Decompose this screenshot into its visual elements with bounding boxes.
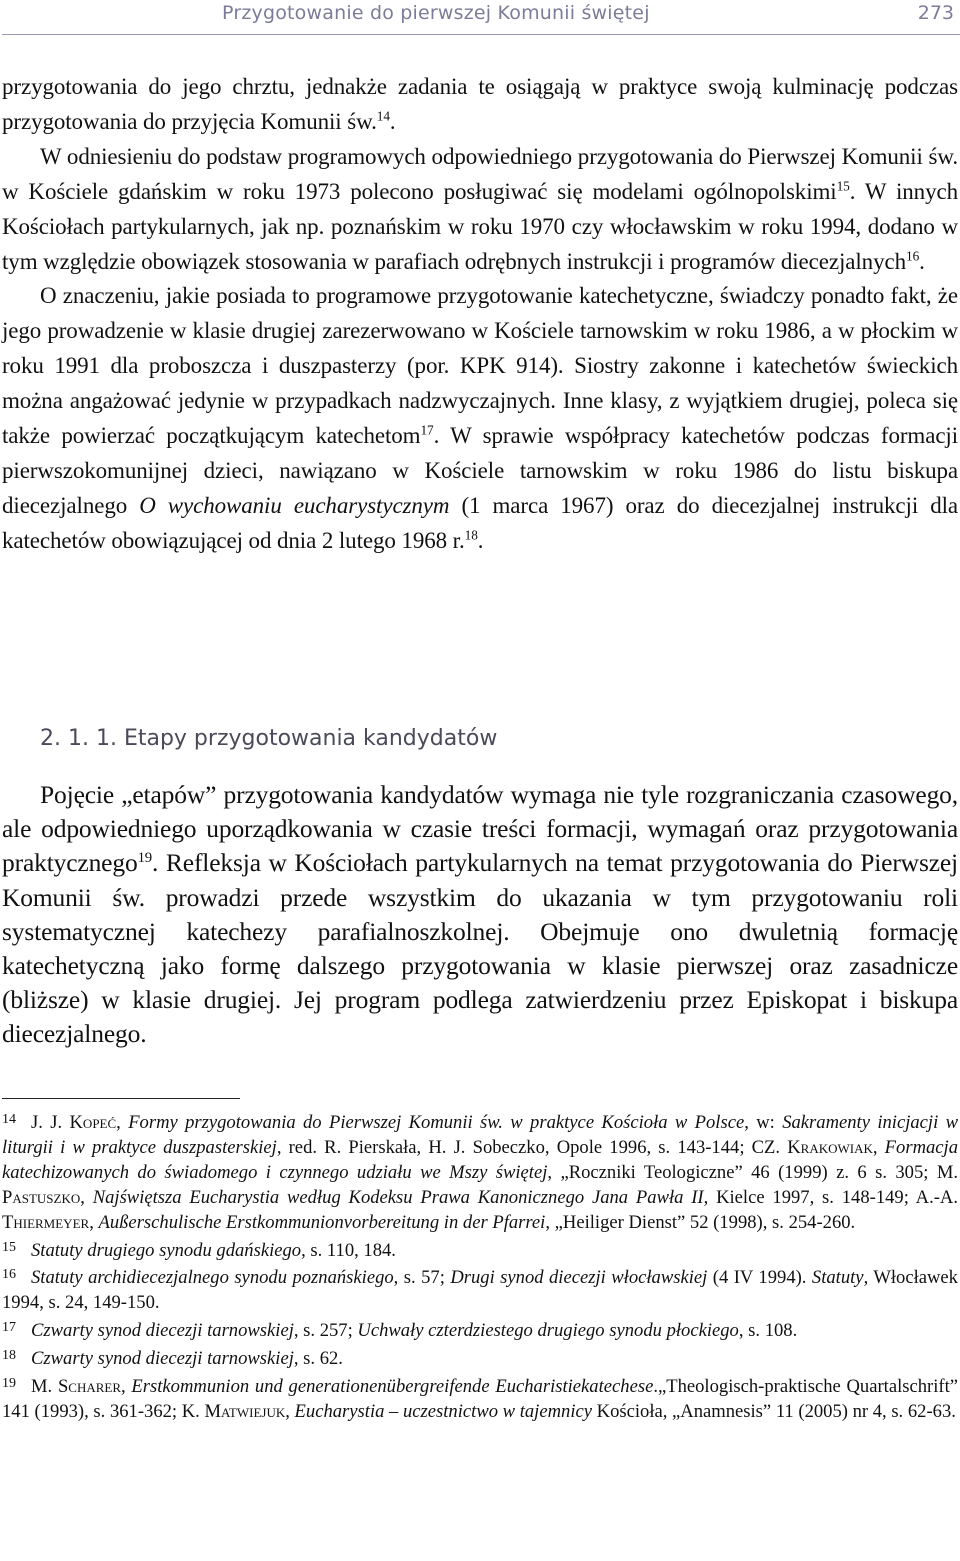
sentence: . W sprawie współpracy katechetów podczas formacji pierwszokomunijnej dzieci, nawiązano w Kościele tarnowskim w roku 1986 do listu biskupa diecezjalnego [2,423,959,518]
paragraph-2-text [2,778,958,1052]
footnote-separator [2,1098,240,1099]
footnote-text: M. [31,1376,58,1398]
footnote-text: Kościoła, „Anamnesis” 11 (2005) nr 4, s. 62-63. [592,1400,956,1422]
work-title: Czwarty synod diecezji tarnowskiej [31,1320,294,1342]
footnote-text: , [872,1136,885,1158]
footnote-ref: 17 [420,422,434,438]
footnote-number: 17 [2,1320,16,1336]
footnote-ref: 14 [376,108,390,124]
work-title: Statuty archidiecezjalnego synodu poznańskiego [31,1267,394,1289]
document-title: O wychowaniu eucharystycznym [139,492,450,518]
footnote-text: , [80,1186,93,1208]
footnote-text: , red. R. Pierskała, H. J. Sobeczko, Opole 1996, s. 143-144; CZ. [276,1136,788,1158]
work-title: Statuty drugiego synodu gdańskiego [31,1239,302,1261]
footnote-text: , Kielce 1997, s. 148-149; A.-A. [703,1186,958,1208]
paragraph-1-continued-2 [2,279,958,558]
footnote-text: , [116,1112,129,1133]
footnote-14 [2,1108,958,1236]
header-rule [2,34,960,35]
work-title: Erstkommunion und generationenübergreifende Eucharistiekatechese [131,1376,654,1398]
paragraph-1-continued [2,140,958,280]
work-title: Formacja katechizowanych do świadomego i czynnego udziału we Mszy świętej [2,1136,959,1183]
sentence: . Refleksja w Kościołach partykularnych na temat przygotowania do Pierwszej Komunii św. prowadzi przede wszystkim do ukazania w tym przygotowaniu roli systematycznej katechezy parafialnoszkolnej. Obejmuje ono dwuletnią formację katechetyczną jako formę dalszego przygotowania w klasie pierwszej oraz zasadnicze (bliższe) w klasie drugiej. Jej program podlega zatwierdzeniu przez Episkopat i biskupa diecezjalnego. [2,848,958,1049]
footnote-ref: 18 [464,527,478,543]
work-title: Sakramenty inicjacji w liturgii i w praktyce duszpasterskiej [2,1112,959,1158]
sentence: przygotowania do jego chrztu, jednakże zadania te osiągają w praktyce swoją kulminację podczas przygotowania do przyjęcia Komunii św. [2,74,958,134]
work-title: Statuty [811,1267,864,1289]
running-title: Przygotowanie do pierwszej Komunii świętej [222,2,650,24]
footnote-text: , [285,1400,295,1422]
sentence: W odniesieniu do podstaw programowych odpowiedniego przygotowania do Pierwszej Komunii św. w Kościele gdańskim w roku 1973 polecono posługiwać się modelami ogólnopolskimi [2,143,958,204]
author-name: Scharer [57,1376,122,1398]
footnote-text: .„Theologisch-praktische Quartalschrift” 141 (1993), s. 361-362; K. [2,1376,959,1422]
work-title: Eucharystia – uczestnictwo w tajemnicy [294,1400,592,1422]
footnote-text: J. J. [31,1112,70,1133]
footnote-19 [2,1372,958,1425]
sentence: O znaczeniu, jakie posiada to programowe przygotowanie katechetyczne, świadczy ponadto fakt, że jego prowadzenie w klasie drugiej zarezerwowano w Kościele tarnowskim w roku 1986, a w płockim w roku 1991 dla proboszcza i duszpasterzy (por. KPK 914). Siostry zakonne i katechetów świeckich można angażować jedynie w przypadkach nadzwyczajnych. Inne klasy, z wyjątkiem drugiej, poleca się także powierzać początkującym katechetom [2,283,958,449]
work-title: Formy przygotowania do Pierwszej Komunii św. w praktyce Kościoła w Polsce [128,1112,745,1133]
footnote-15 [2,1236,958,1264]
footnote-number: 15 [2,1239,16,1255]
paragraph-1-text [2,70,958,140]
footnote-text: , „Roczniki Teologiczne” 46 (1999) z. 6 s. 305; M. [547,1161,958,1183]
running-header [2,0,960,34]
footnote-text: , s. 257; [293,1320,358,1342]
footnote-text: , s. 57; [393,1267,451,1289]
footnote-number: 18 [2,1348,16,1364]
footnote-ref: 15 [836,178,850,194]
footnotes [2,1108,958,1425]
sentence: (1 marca 1967) oraz do diecezjalnej instrukcji dla katechetów obowiązującej od dnia 2 lutego 1968 r. [2,492,958,553]
author-name: Thiermeyer [2,1211,90,1233]
punctuation: . [477,527,484,553]
author-name: Kopeć [69,1112,117,1133]
work-title: Czwarty synod diecezji tarnowskiej [31,1348,294,1370]
footnote-text: , „Heiliger Dienst” 52 (1998), s. 254-260. [545,1211,856,1233]
footnote-18 [2,1344,958,1372]
sentence: Pojęcie „etapów” przygotowania kandydatów wymaga nie tyle rozgraniczania czasowego, ale odpowiedniego uporządkowania w czasie treści formacji, wymagań oraz przygotowania praktycznego [2,780,958,878]
footnote-number: 14 [2,1112,16,1127]
footnote-text: , [121,1376,132,1398]
work-title: Außerschulische Erstkommunionvorbereitung in der Pfarrei [98,1211,546,1233]
author-name: Krakowiak [787,1136,873,1158]
page-number: 273 [917,2,954,24]
punctuation: . [919,248,925,274]
footnote-text: , s. 108. [738,1320,798,1342]
footnote-text: , s. 62. [293,1348,343,1370]
footnote-number: 16 [2,1267,16,1283]
punctuation: . [389,108,396,134]
footnote-text: , w: [744,1112,783,1133]
author-name: Matwiejuk [204,1400,286,1422]
footnote-text: , s. 110, 184. [301,1239,396,1261]
footnote-text: (4 IV 1994). [707,1267,812,1289]
footnote-ref: 16 [906,248,920,264]
section-heading: 2. 1. 1. Etapy przygotowania kandydatów [40,726,498,751]
work-title: Drugi synod diecezji włocławskiej [450,1267,708,1289]
footnote-text: , [89,1211,99,1233]
paragraph-2 [2,778,958,1052]
footnote-17 [2,1316,958,1344]
work-title: Najświętsza Eucharystia według Kodeksu Prawa Kanonicznego Jana Pawła II [92,1186,704,1208]
sentence: . W innych Kościołach partykularnych, jak np. poznańskim w roku 1970 czy włocławskim w roku 1994, dodano w tym względzie obowiązek stosowania w parafiach odrębnych instrukcji i programów diecezjalnych [2,178,958,274]
author-name: Pastuszko [2,1186,81,1208]
footnote-16 [2,1263,958,1316]
footnote-number: 19 [2,1376,16,1392]
footnote-text: , Włocławek 1994, s. 24, 149-150. [2,1267,958,1314]
footnote-ref: 19 [137,850,153,867]
work-title: Uchwały czterdziestego drugiego synodu płockiego [357,1320,739,1342]
paragraph-1 [2,70,958,559]
